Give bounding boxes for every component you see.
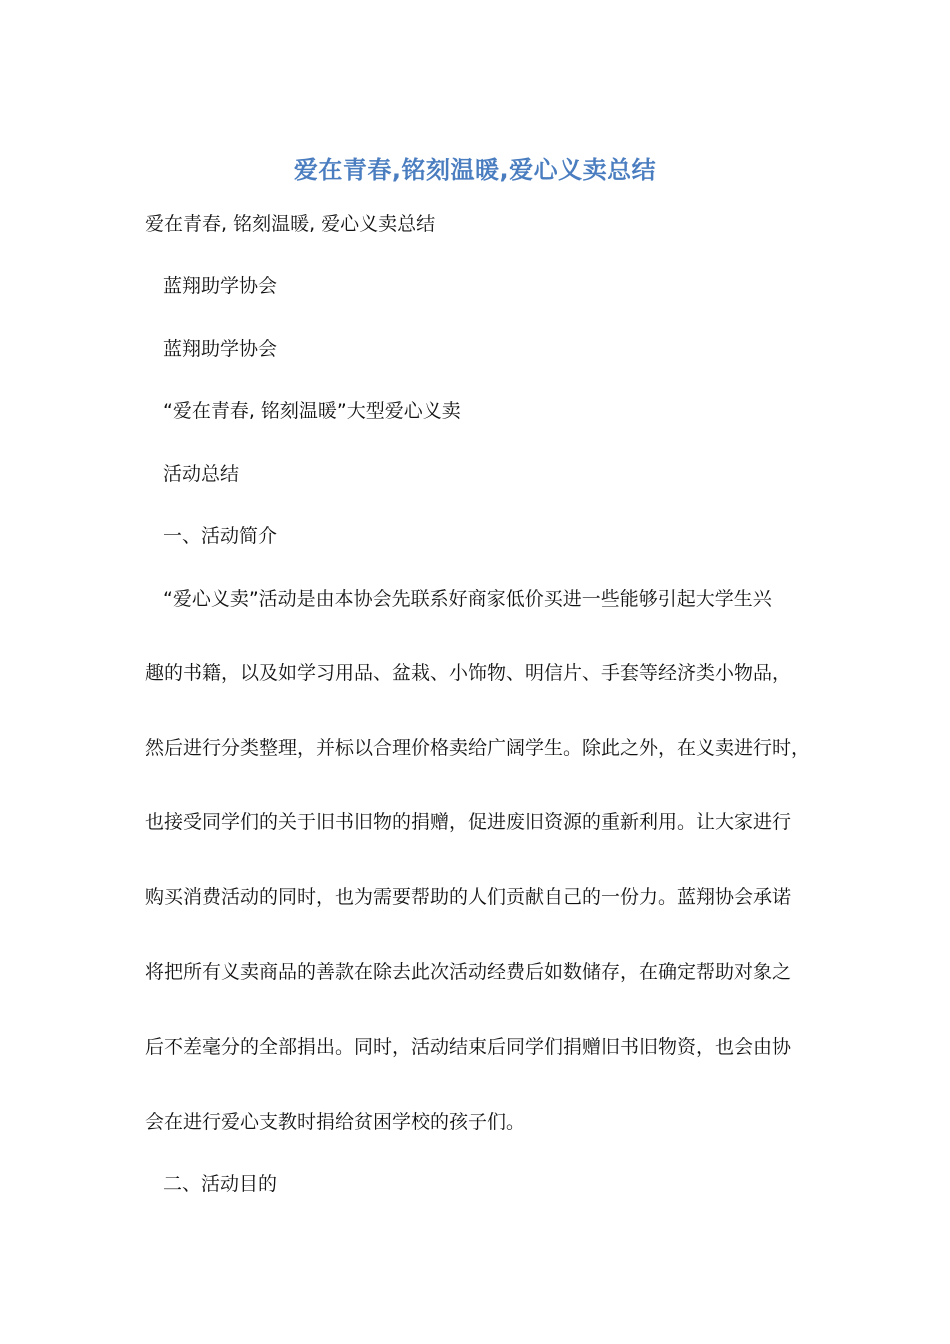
- event-name: “爱在青春, 铭刻温暖”大型爱心义卖: [163, 400, 461, 422]
- document-title: 爱在青春,铭刻温暖,爱心义卖总结: [293, 156, 657, 184]
- paragraph-line: 会在进行爱心支教时捐给贫困学校的孩子们。: [145, 1111, 526, 1133]
- paragraph-line: 也接受同学们的关于旧书旧物的捐赠，促进废旧资源的重新利用。让大家进行: [145, 811, 792, 833]
- paragraph-line: 购买消费活动的同时，也为需要帮助的人们贡献自己的一份力。蓝翔协会承诺: [145, 886, 792, 908]
- summary-label: 活动总结: [163, 463, 240, 485]
- organization-line: 蓝翔助学协会: [163, 338, 278, 360]
- paragraph-line: 将把所有义卖商品的善款在除去此次活动经费后如数储存，在确定帮助对象之: [145, 961, 792, 983]
- paragraph-line: 后不差毫分的全部捐出。同时，活动结束后同学们捐赠旧书旧物资，也会由协: [145, 1036, 792, 1058]
- paragraph-line: 趣的书籍，以及如学习用品、盆栽、小饰物、明信片、手套等经济类小物品，: [145, 662, 792, 684]
- paragraph-line: 然后进行分类整理，并标以合理价格卖给广阔学生。除此之外，在义卖进行时，: [145, 737, 811, 759]
- organization-line: 蓝翔助学协会: [163, 275, 278, 297]
- section-heading: 一、活动简介: [163, 525, 278, 547]
- document-subtitle: 爱在青春, 铭刻温暖, 爱心义卖总结: [145, 213, 436, 235]
- section-heading: 二、活动目的: [163, 1173, 278, 1195]
- paragraph-line: “爱心义卖”活动是由本协会先联系好商家低价买进一些能够引起大学生兴: [163, 588, 772, 610]
